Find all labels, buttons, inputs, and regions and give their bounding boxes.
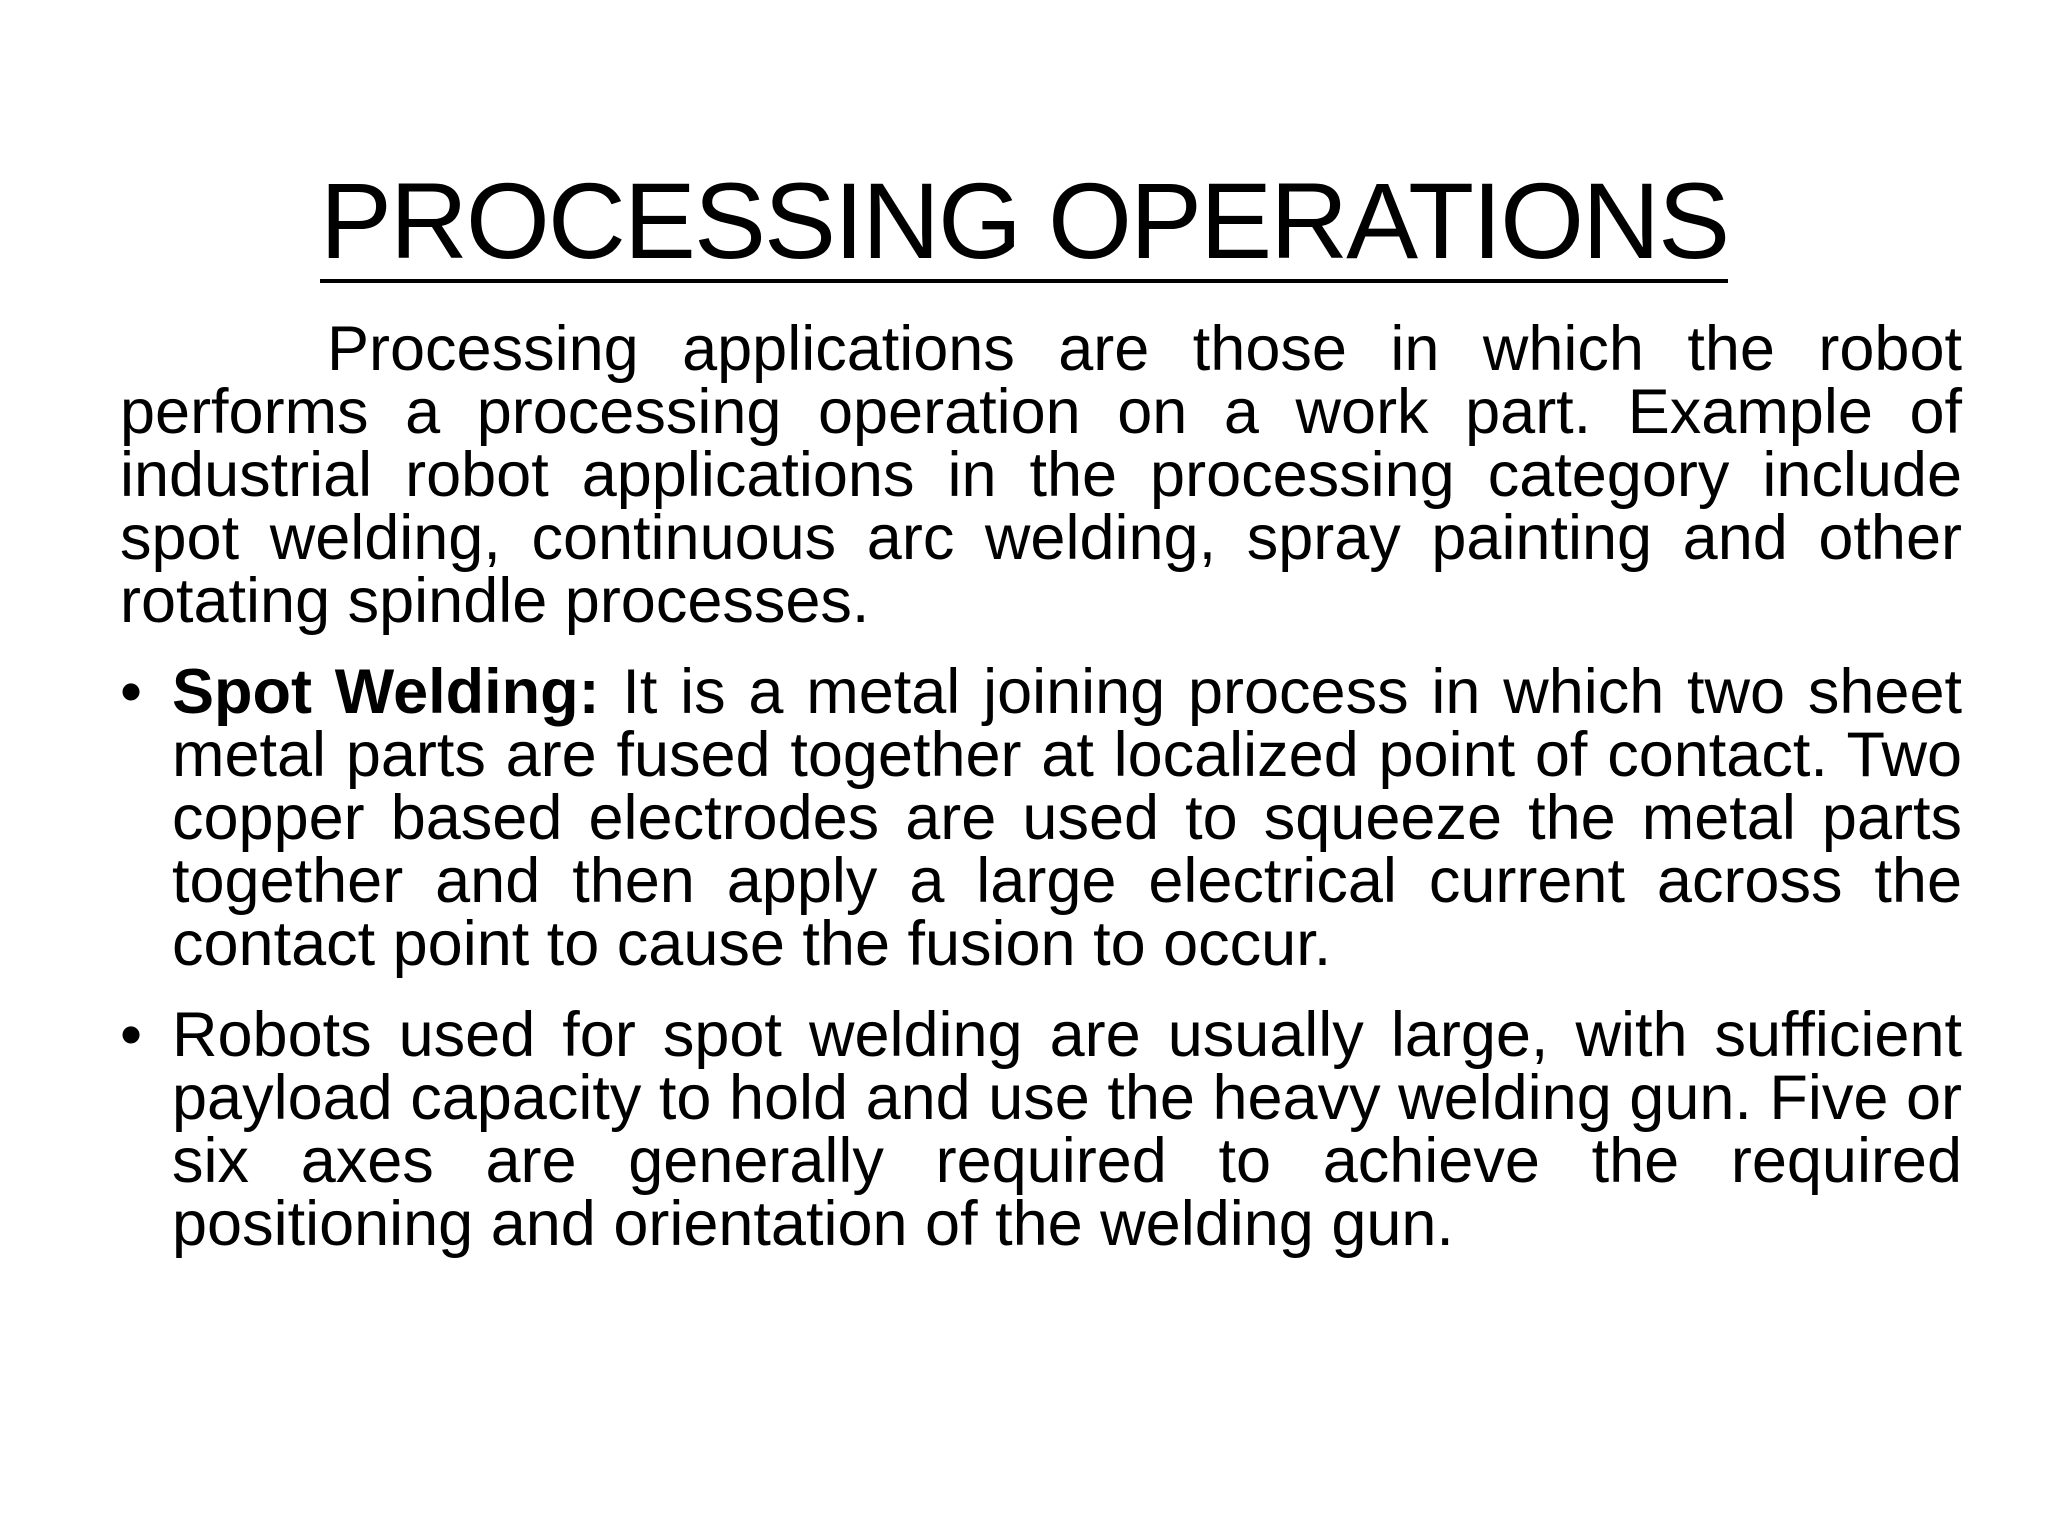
slide-title — [0, 162, 2048, 283]
bullet-item — [120, 1000, 1962, 1259]
intro-paragraph: Processing applications are those in which the robot performs a processing operation on a work part. Example of industrial robot applications in the processing category include spot welding, continuous arc welding, spray painting and other rotating spindle processes. — [120, 314, 1962, 636]
bullet-item — [120, 657, 1962, 979]
slide-body — [120, 314, 1962, 1284]
bullet-dot-icon: • — [120, 657, 143, 727]
bullet-lead: Spot Welding: — [172, 657, 600, 727]
bullet-text: It is a metal joining process in which two sheet metal parts are fused together at localized point of contact. Two copper based electrodes are used to squeeze the metal parts together and then apply a large electrical current across the contact point to cause the fusion to occur. — [172, 657, 1962, 979]
bullet-dot-icon: • — [120, 1000, 143, 1070]
bullet-list — [120, 657, 1962, 1259]
bullet-text: Robots used for spot welding are usually large, with sufficient payload capacity to hold and use the heavy welding gun. Five or six axes are generally required to achieve the required positioning and orientation of the welding gun. — [172, 1000, 1962, 1259]
slide-title-text: PROCESSING OPERATIONS — [319, 160, 1729, 281]
